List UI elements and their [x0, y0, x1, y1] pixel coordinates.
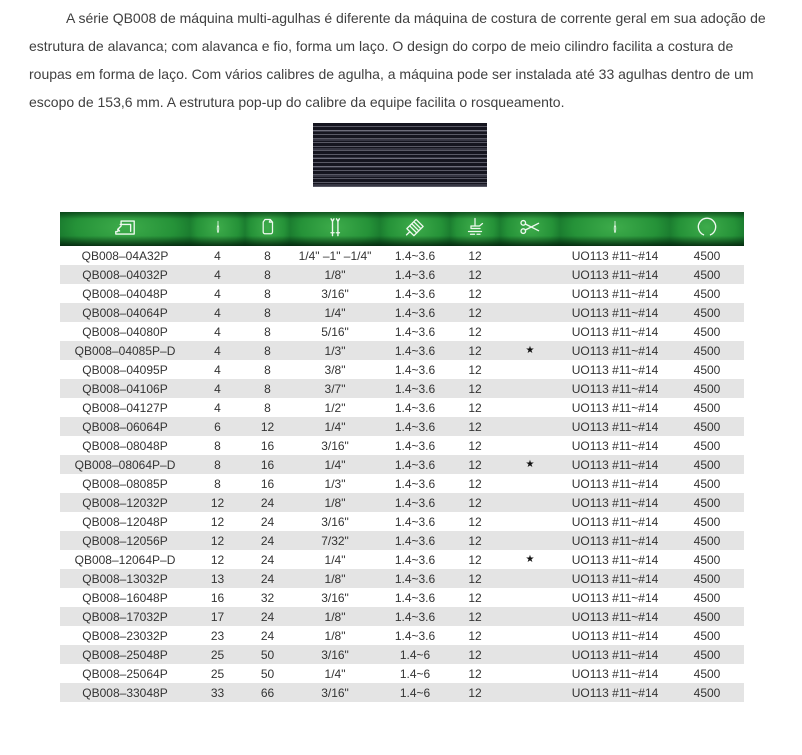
table-cell: 12 [450, 493, 500, 512]
table-cell [500, 607, 560, 626]
table-cell: 4500 [670, 683, 744, 702]
table-cell: 12 [190, 493, 245, 512]
spec-table-body [60, 246, 744, 702]
table-cell: 1.4~3.6 [380, 626, 450, 645]
table-cell: 1/2" [290, 398, 380, 417]
table-cell: 4500 [670, 664, 744, 683]
table-cell: 12 [450, 569, 500, 588]
table-cell: 12 [450, 284, 500, 303]
table-cell: 4500 [670, 379, 744, 398]
product-photo [313, 123, 487, 187]
table-cell: QB008–12032P [60, 493, 190, 512]
table-cell: 7/32" [290, 531, 380, 550]
table-cell: UO113 #11~#14 [560, 379, 670, 398]
table-cell: 1.4~3.6 [380, 588, 450, 607]
table-cell: UO113 #11~#14 [560, 607, 670, 626]
table-cell: QB008–12048P [60, 512, 190, 531]
table-row [60, 588, 744, 607]
table-cell: 4500 [670, 626, 744, 645]
table-cell: 12 [450, 417, 500, 436]
table-row [60, 284, 744, 303]
table-cell: 16 [190, 588, 245, 607]
table-cell: 4500 [670, 322, 744, 341]
table-cell [500, 284, 560, 303]
table-cell: 3/16" [290, 284, 380, 303]
table-cell: UO113 #11~#14 [560, 493, 670, 512]
table-cell: QB008–12064P–D [60, 550, 190, 569]
table-cell: 1.4~3.6 [380, 493, 450, 512]
speed-dial-icon [692, 214, 722, 240]
table-cell: 5/16" [290, 322, 380, 341]
table-row [60, 265, 744, 284]
table-cell: 1.4~3.6 [380, 322, 450, 341]
table-cell: 1.4~6 [380, 683, 450, 702]
table-cell: 3/16" [290, 512, 380, 531]
table-cell: 4500 [670, 493, 744, 512]
table-cell: 24 [245, 569, 290, 588]
table-cell: 1.4~3.6 [380, 303, 450, 322]
table-cell: UO113 #11~#14 [560, 417, 670, 436]
table-cell [500, 322, 560, 341]
table-cell: QB008–04A32P [60, 246, 190, 265]
table-cell: 12 [450, 360, 500, 379]
table-cell [500, 588, 560, 607]
spec-table-header [60, 212, 744, 246]
table-row [60, 341, 744, 360]
table-cell: 4 [190, 322, 245, 341]
table-cell: 12 [450, 550, 500, 569]
table-row [60, 512, 744, 531]
table-cell: UO113 #11~#14 [560, 645, 670, 664]
table-cell: 1.4~3.6 [380, 550, 450, 569]
table-row [60, 379, 744, 398]
table-row [60, 455, 744, 474]
table-cell: QB008–04080P [60, 322, 190, 341]
table-cell: 8 [245, 360, 290, 379]
table-cell: 1/4" [290, 664, 380, 683]
table-cell: 12 [450, 398, 500, 417]
table-cell: 12 [190, 550, 245, 569]
table-cell: 4500 [670, 569, 744, 588]
table-cell: UO113 #11~#14 [560, 360, 670, 379]
table-cell: QB008–04127P [60, 398, 190, 417]
table-cell [500, 265, 560, 284]
table-cell: UO113 #11~#14 [560, 303, 670, 322]
table-cell: UO113 #11~#14 [560, 531, 670, 550]
table-cell: 4500 [670, 512, 744, 531]
table-cell: UO113 #11~#14 [560, 265, 670, 284]
table-cell: 1.4~3.6 [380, 436, 450, 455]
table-cell: QB008–04085P–D [60, 341, 190, 360]
table-row [60, 474, 744, 493]
table-cell: 1/4" [290, 417, 380, 436]
table-cell [500, 360, 560, 379]
table-cell: 25 [190, 645, 245, 664]
table-cell: 1/8" [290, 265, 380, 284]
column-header-threads [245, 212, 290, 246]
table-row [60, 645, 744, 664]
table-cell: 12 [450, 474, 500, 493]
table-cell [500, 531, 560, 550]
table-cell: 1.4~3.6 [380, 531, 450, 550]
table-row [60, 569, 744, 588]
table-cell: 8 [245, 341, 290, 360]
table-cell: 33 [190, 683, 245, 702]
table-row [60, 303, 744, 322]
table-cell: 1.4~3.6 [380, 379, 450, 398]
table-cell: 12 [450, 588, 500, 607]
table-cell: 16 [245, 474, 290, 493]
table-cell: 13 [190, 569, 245, 588]
table-cell [500, 626, 560, 645]
table-cell: 24 [245, 531, 290, 550]
table-cell: 4500 [670, 550, 744, 569]
table-cell: QB008–12056P [60, 531, 190, 550]
table-cell: 1.4~3.6 [380, 360, 450, 379]
table-cell: QB008–04064P [60, 303, 190, 322]
needle-icon [210, 214, 226, 240]
table-cell: 24 [245, 512, 290, 531]
table-cell: 3/16" [290, 436, 380, 455]
table-cell: 50 [245, 645, 290, 664]
table-cell: 16 [245, 436, 290, 455]
table-row [60, 626, 744, 645]
needle-size-icon [607, 214, 623, 240]
table-cell: 12 [450, 455, 500, 474]
table-cell: ★ [500, 455, 560, 474]
table-cell: QB008–25048P [60, 645, 190, 664]
column-header-max-speed [670, 212, 744, 246]
table-cell: 4500 [670, 588, 744, 607]
table-cell [500, 493, 560, 512]
table-cell: 1.4~6 [380, 664, 450, 683]
table-row [60, 436, 744, 455]
table-cell: 12 [450, 683, 500, 702]
table-cell: 8 [245, 246, 290, 265]
table-cell: 4500 [670, 645, 744, 664]
table-cell: 1/8" [290, 626, 380, 645]
table-cell: 4500 [670, 607, 744, 626]
table-cell: 1.4~6 [380, 645, 450, 664]
table-cell: 4500 [670, 417, 744, 436]
table-cell: 12 [450, 436, 500, 455]
table-cell: 1.4~3.6 [380, 284, 450, 303]
header-row [60, 212, 744, 246]
table-cell: 4500 [670, 246, 744, 265]
table-cell: 1/4" [290, 303, 380, 322]
intro-paragraph: A série QB008 de máquina multi-agulhas é diferente da máquina de costura de corrente geral em sua adoção de estrutura de alavanca; com alavanca e fio, forma um laço. O design do corpo de meio cilindro facilita a costura de roupas em forma de laço. Com vários calibres de agulha, a máquina pode ser instalada até 33 agulhas dentro de um escopo de 153,6 mm. A estrutura pop-up do calibre da equipe facilita o rosqueamento. [29, 10, 766, 110]
table-cell: QB008–23032P [60, 626, 190, 645]
table-row [60, 683, 744, 702]
table-cell: 3/16" [290, 683, 380, 702]
spec-table [60, 212, 744, 702]
table-cell: 1/8" [290, 493, 380, 512]
table-cell [500, 379, 560, 398]
scissors-icon [516, 214, 544, 240]
table-cell: 12 [450, 664, 500, 683]
table-cell: 8 [245, 284, 290, 303]
table-cell: 1.4~3.6 [380, 607, 450, 626]
table-cell: 12 [450, 626, 500, 645]
table-cell: 8 [245, 398, 290, 417]
table-cell: UO113 #11~#14 [560, 474, 670, 493]
table-cell: QB008–08064P–D [60, 455, 190, 474]
table-cell: QB008–04106P [60, 379, 190, 398]
table-row [60, 398, 744, 417]
column-header-thread-trimmer [500, 212, 560, 246]
table-cell: 3/16" [290, 588, 380, 607]
table-cell [500, 303, 560, 322]
table-cell: ★ [500, 341, 560, 360]
table-row [60, 531, 744, 550]
table-cell: 24 [245, 550, 290, 569]
table-row [60, 417, 744, 436]
table-cell: 3/7" [290, 379, 380, 398]
table-cell: QB008–17032P [60, 607, 190, 626]
table-cell: 8 [190, 455, 245, 474]
table-cell: 4500 [670, 360, 744, 379]
table-cell: 1.4~3.6 [380, 512, 450, 531]
table-cell: 12 [450, 512, 500, 531]
table-cell: UO113 #11~#14 [560, 664, 670, 683]
table-cell: 4 [190, 303, 245, 322]
table-row [60, 493, 744, 512]
table-cell: 1.4~3.6 [380, 417, 450, 436]
table-cell: QB008–25064P [60, 664, 190, 683]
table-cell: QB008–04095P [60, 360, 190, 379]
table-cell: 24 [245, 626, 290, 645]
table-cell: 12 [450, 607, 500, 626]
table-row [60, 360, 744, 379]
table-cell: 12 [450, 379, 500, 398]
table-cell: 66 [245, 683, 290, 702]
table-cell: 4 [190, 360, 245, 379]
table-cell: 1/4" –1" –1/4" [290, 246, 380, 265]
table-cell: QB008–04032P [60, 265, 190, 284]
table-cell: 12 [190, 531, 245, 550]
table-cell: 4500 [670, 531, 744, 550]
table-cell: UO113 #11~#14 [560, 588, 670, 607]
sewing-machine-icon [110, 214, 140, 240]
table-cell: 1.4~3.6 [380, 265, 450, 284]
table-cell: 1.4~3.6 [380, 398, 450, 417]
table-cell: UO113 #11~#14 [560, 683, 670, 702]
table-cell: 12 [450, 303, 500, 322]
table-cell: 4 [190, 265, 245, 284]
bobbin-icon [256, 214, 280, 240]
table-cell: 12 [190, 512, 245, 531]
table-cell: UO113 #11~#14 [560, 550, 670, 569]
column-header-model [60, 212, 190, 246]
table-cell: UO113 #11~#14 [560, 246, 670, 265]
table-cell: 4 [190, 398, 245, 417]
table-cell: 1/4" [290, 455, 380, 474]
table-cell [500, 512, 560, 531]
table-cell: 4500 [670, 436, 744, 455]
table-cell: 8 [245, 379, 290, 398]
table-cell: 12 [450, 246, 500, 265]
table-cell: 1/8" [290, 569, 380, 588]
table-cell: UO113 #11~#14 [560, 569, 670, 588]
table-cell: QB008–16048P [60, 588, 190, 607]
table-cell: 1/3" [290, 341, 380, 360]
table-cell: UO113 #11~#14 [560, 626, 670, 645]
table-cell [500, 683, 560, 702]
table-cell [500, 417, 560, 436]
table-cell [500, 436, 560, 455]
table-cell: ★ [500, 550, 560, 569]
table-cell [500, 246, 560, 265]
table-cell: 12 [450, 341, 500, 360]
table-cell [500, 398, 560, 417]
table-row [60, 322, 744, 341]
table-cell [500, 474, 560, 493]
table-cell: 4 [190, 246, 245, 265]
table-cell: 8 [245, 322, 290, 341]
table-cell: 4500 [670, 284, 744, 303]
stitch-fabric-icon [401, 214, 429, 240]
table-cell: 12 [450, 645, 500, 664]
table-cell: 23 [190, 626, 245, 645]
table-row [60, 550, 744, 569]
table-cell: 6 [190, 417, 245, 436]
table-cell: 32 [245, 588, 290, 607]
table-cell: 4 [190, 284, 245, 303]
table-cell: QB008–06064P [60, 417, 190, 436]
table-cell: 1/3" [290, 474, 380, 493]
table-cell: QB008–08085P [60, 474, 190, 493]
table-cell: 8 [245, 265, 290, 284]
table-cell: 1.4~3.6 [380, 474, 450, 493]
table-cell: 3/8" [290, 360, 380, 379]
table-cell: UO113 #11~#14 [560, 341, 670, 360]
table-cell: 4 [190, 379, 245, 398]
table-cell: 4500 [670, 398, 744, 417]
table-cell [500, 664, 560, 683]
table-cell: UO113 #11~#14 [560, 455, 670, 474]
column-header-needles [190, 212, 245, 246]
table-row [60, 246, 744, 265]
table-cell: QB008–33048P [60, 683, 190, 702]
table-cell: 8 [190, 474, 245, 493]
table-cell: 4500 [670, 265, 744, 284]
column-header-presser-foot [450, 212, 500, 246]
table-cell: 4 [190, 341, 245, 360]
table-cell: 12 [450, 265, 500, 284]
column-header-needle-type [560, 212, 670, 246]
table-cell: 12 [245, 417, 290, 436]
table-cell: 1/8" [290, 607, 380, 626]
table-cell: 1.4~3.6 [380, 455, 450, 474]
table-row [60, 607, 744, 626]
table-cell: UO113 #11~#14 [560, 436, 670, 455]
presser-foot-icon [463, 214, 487, 240]
table-cell: 24 [245, 493, 290, 512]
table-cell: UO113 #11~#14 [560, 284, 670, 303]
table-cell: 4500 [670, 455, 744, 474]
table-cell: QB008–08048P [60, 436, 190, 455]
table-cell: UO113 #11~#14 [560, 512, 670, 531]
table-row [60, 664, 744, 683]
column-header-stitch-length [380, 212, 450, 246]
column-header-needle-gauge [290, 212, 380, 246]
table-cell: UO113 #11~#14 [560, 322, 670, 341]
table-cell [500, 569, 560, 588]
table-cell: 50 [245, 664, 290, 683]
table-cell: 4500 [670, 474, 744, 493]
twin-needle-icon [322, 214, 348, 240]
table-cell: 1.4~3.6 [380, 341, 450, 360]
table-cell: QB008–04048P [60, 284, 190, 303]
table-cell: 8 [190, 436, 245, 455]
table-cell: 1.4~3.6 [380, 246, 450, 265]
table-cell: 24 [245, 607, 290, 626]
table-cell: 16 [245, 455, 290, 474]
table-cell: 1.4~3.6 [380, 569, 450, 588]
table-cell: 1/4" [290, 550, 380, 569]
table-cell: 12 [450, 322, 500, 341]
table-cell: 17 [190, 607, 245, 626]
table-cell: 25 [190, 664, 245, 683]
table-cell: UO113 #11~#14 [560, 398, 670, 417]
table-cell: 8 [245, 303, 290, 322]
table-cell: 4500 [670, 303, 744, 322]
table-cell: QB008–13032P [60, 569, 190, 588]
table-cell [500, 645, 560, 664]
table-cell: 3/16" [290, 645, 380, 664]
table-cell: 12 [450, 531, 500, 550]
table-cell: 4500 [670, 341, 744, 360]
